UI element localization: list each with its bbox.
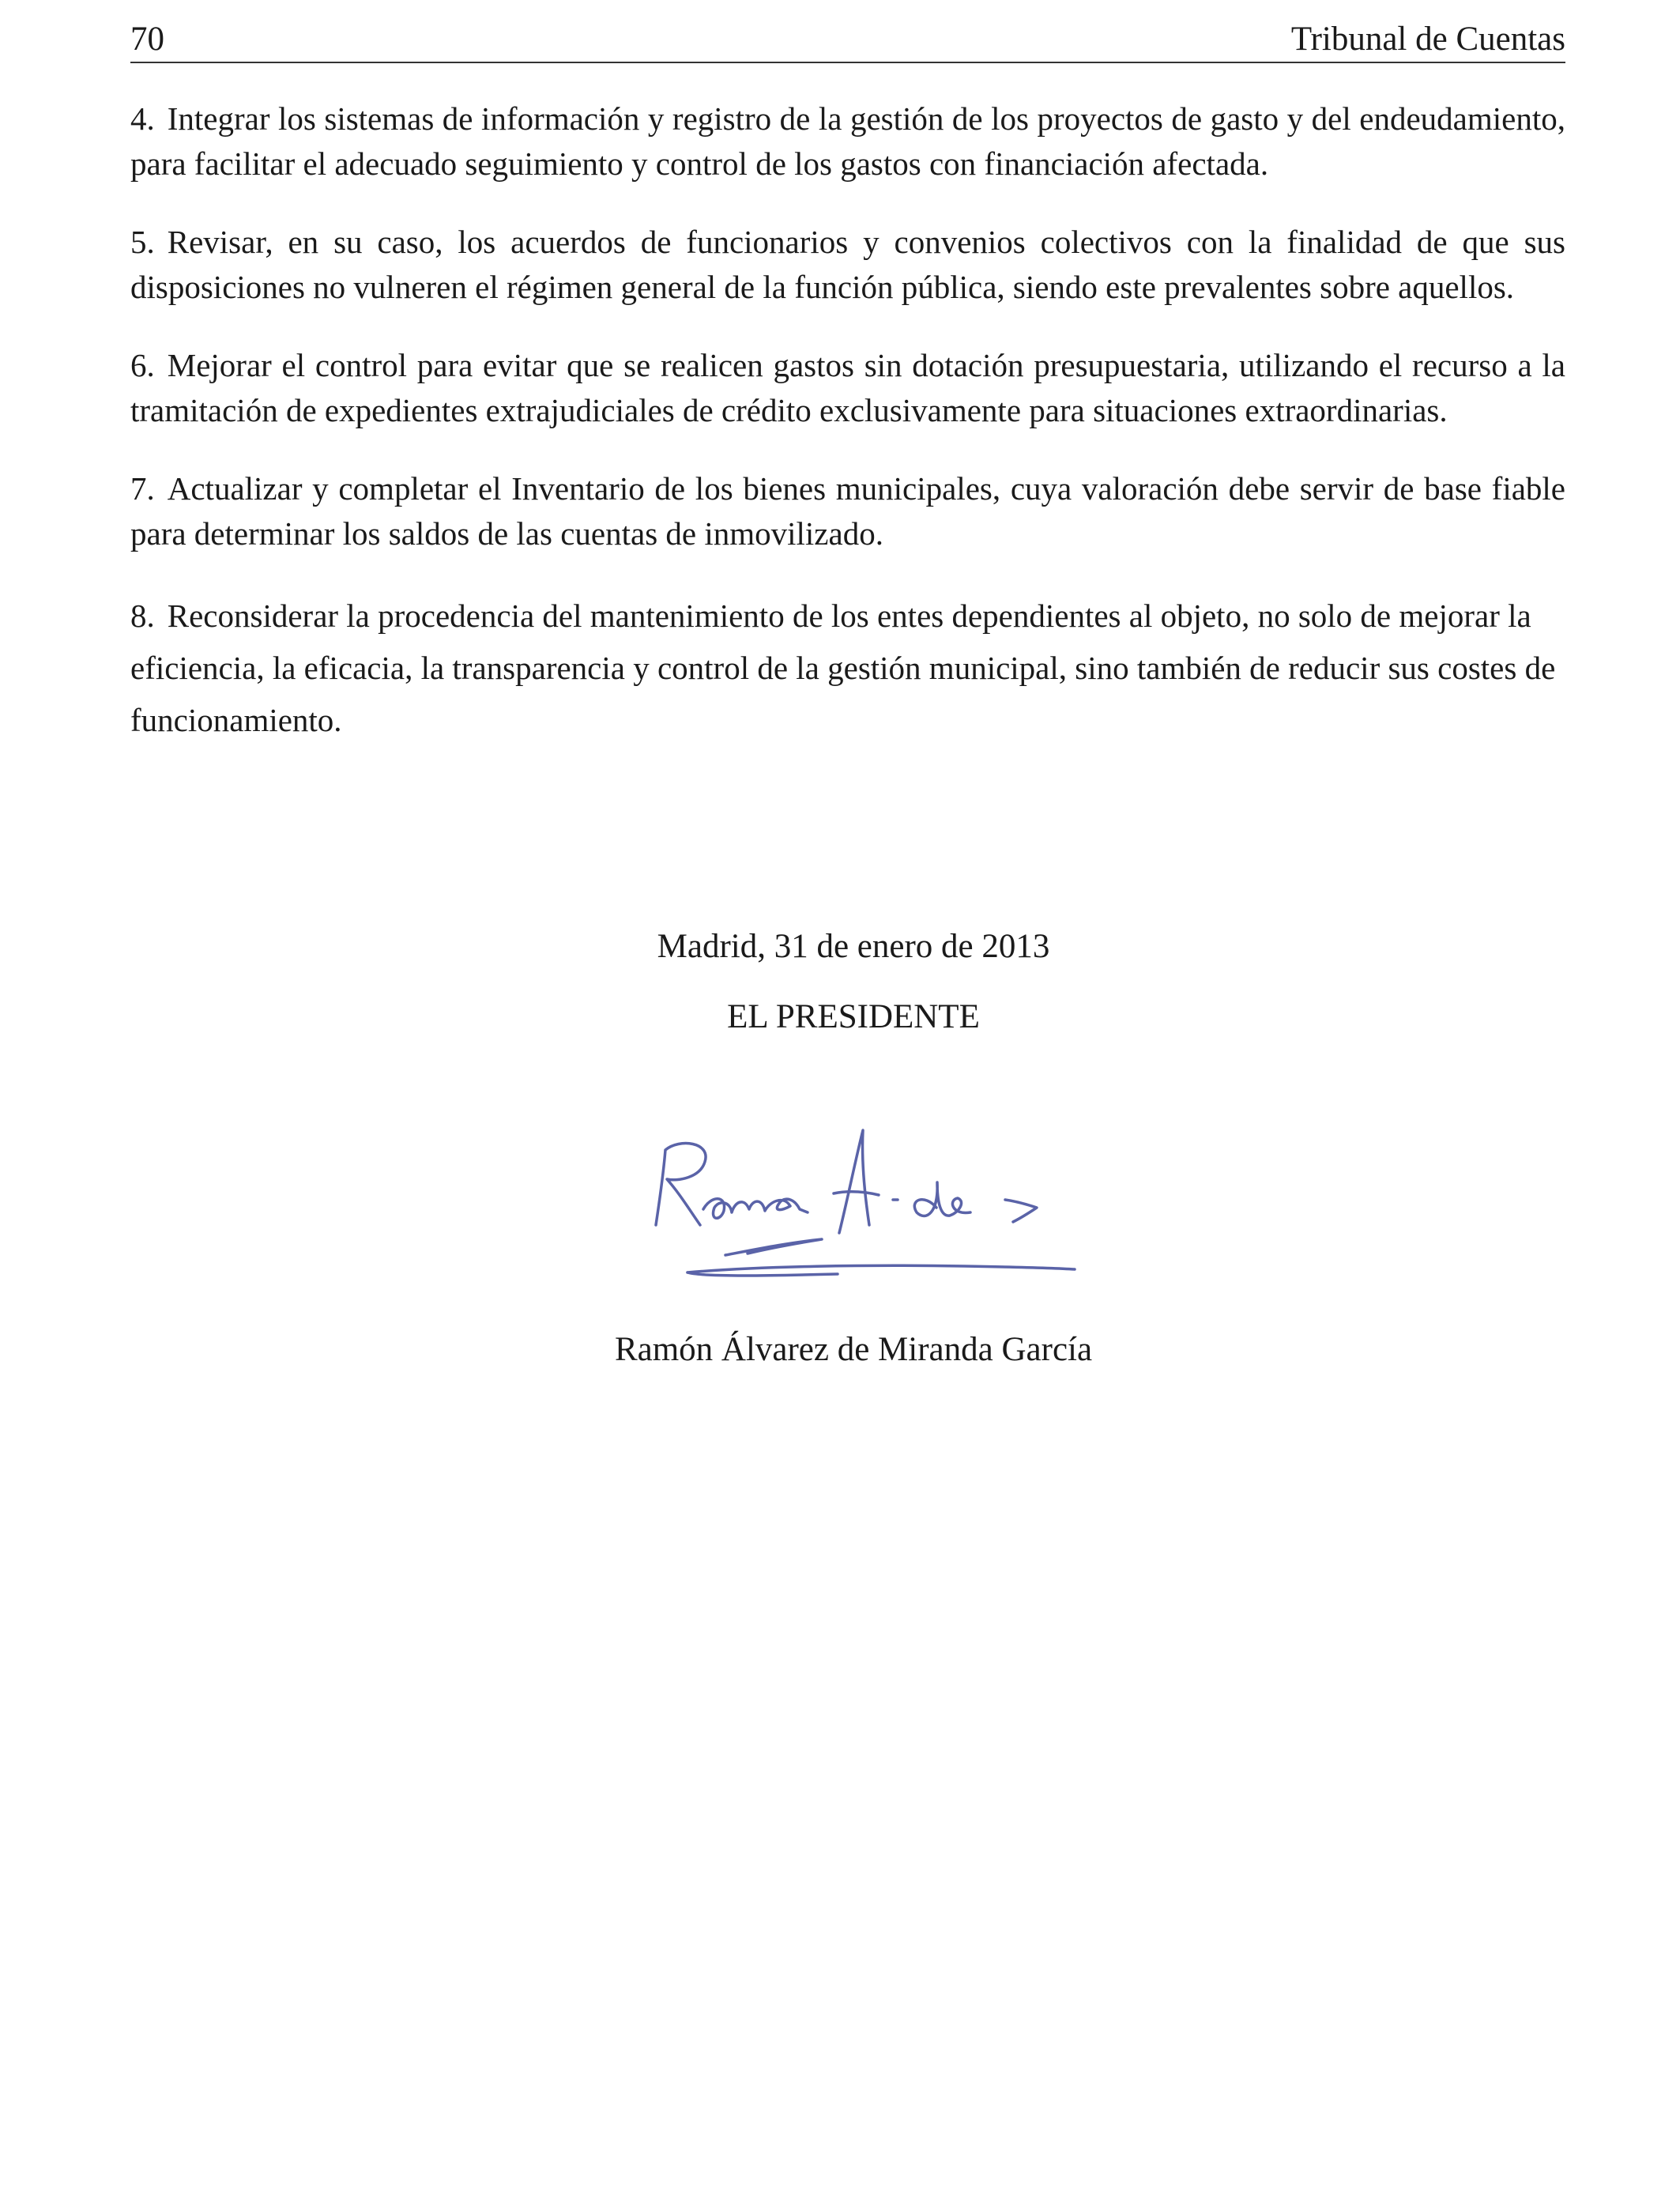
page-number: 70 — [130, 21, 164, 58]
recommendation-text: Revisar, en su caso, los acuerdos de funcionarios y convenios colectivos con la finalidad de que sus disposiciones no vulneren el régimen general de la función pública, siendo este prevalentes sobre aquellos. — [130, 224, 1565, 305]
recommendation-number: 5. — [130, 224, 155, 260]
recommendation-text: Mejorar el control para evitar que se realicen gastos sin dotación presupuestaria, utilizando el recurso a la tramitación de expedientes extrajudiciales de crédito exclusivamente para situaciones extraordinarias. — [130, 347, 1565, 428]
recommendation-item — [130, 590, 1565, 746]
handwritten-signature — [632, 1106, 1106, 1296]
recommendations-list — [130, 96, 1565, 779]
signer-role: EL PRESIDENTE — [727, 998, 980, 1035]
recommendation-text: Integrar los sistemas de información y registro de la gestión de los proyectos de gasto y del endeudamiento, para facilitar el adecuado seguimiento y control de los gastos con financiación afectada. — [130, 100, 1565, 182]
signer-name: Ramón Álvarez de Miranda García — [614, 1331, 1093, 1368]
recommendation-item — [130, 220, 1565, 310]
recommendation-number: 7. — [130, 470, 155, 507]
recommendation-number: 8. — [130, 598, 155, 634]
recommendation-item — [130, 466, 1565, 556]
recommendation-item — [130, 96, 1565, 187]
recommendation-item — [130, 343, 1565, 433]
recommendation-number: 6. — [130, 347, 155, 383]
place-date: Madrid, 31 de enero de 2013 — [657, 928, 1050, 965]
recommendation-text: Actualizar y completar el Inventario de los bienes municipales, cuya valoración debe servir de base fiable para determinar los saldos de las cuentas de inmovilizado. — [130, 470, 1565, 552]
recommendation-text: Reconsiderar la procedencia del mantenimiento de los entes dependientes al objeto, no solo de mejorar la eficiencia, la eficacia, la transparencia y control de la gestión municipal, sino también de reducir sus costes de funcionamiento. — [130, 598, 1556, 738]
recommendation-number: 4. — [130, 100, 155, 137]
header-title: Tribunal de Cuentas — [1290, 21, 1565, 58]
page-header — [130, 17, 1565, 63]
